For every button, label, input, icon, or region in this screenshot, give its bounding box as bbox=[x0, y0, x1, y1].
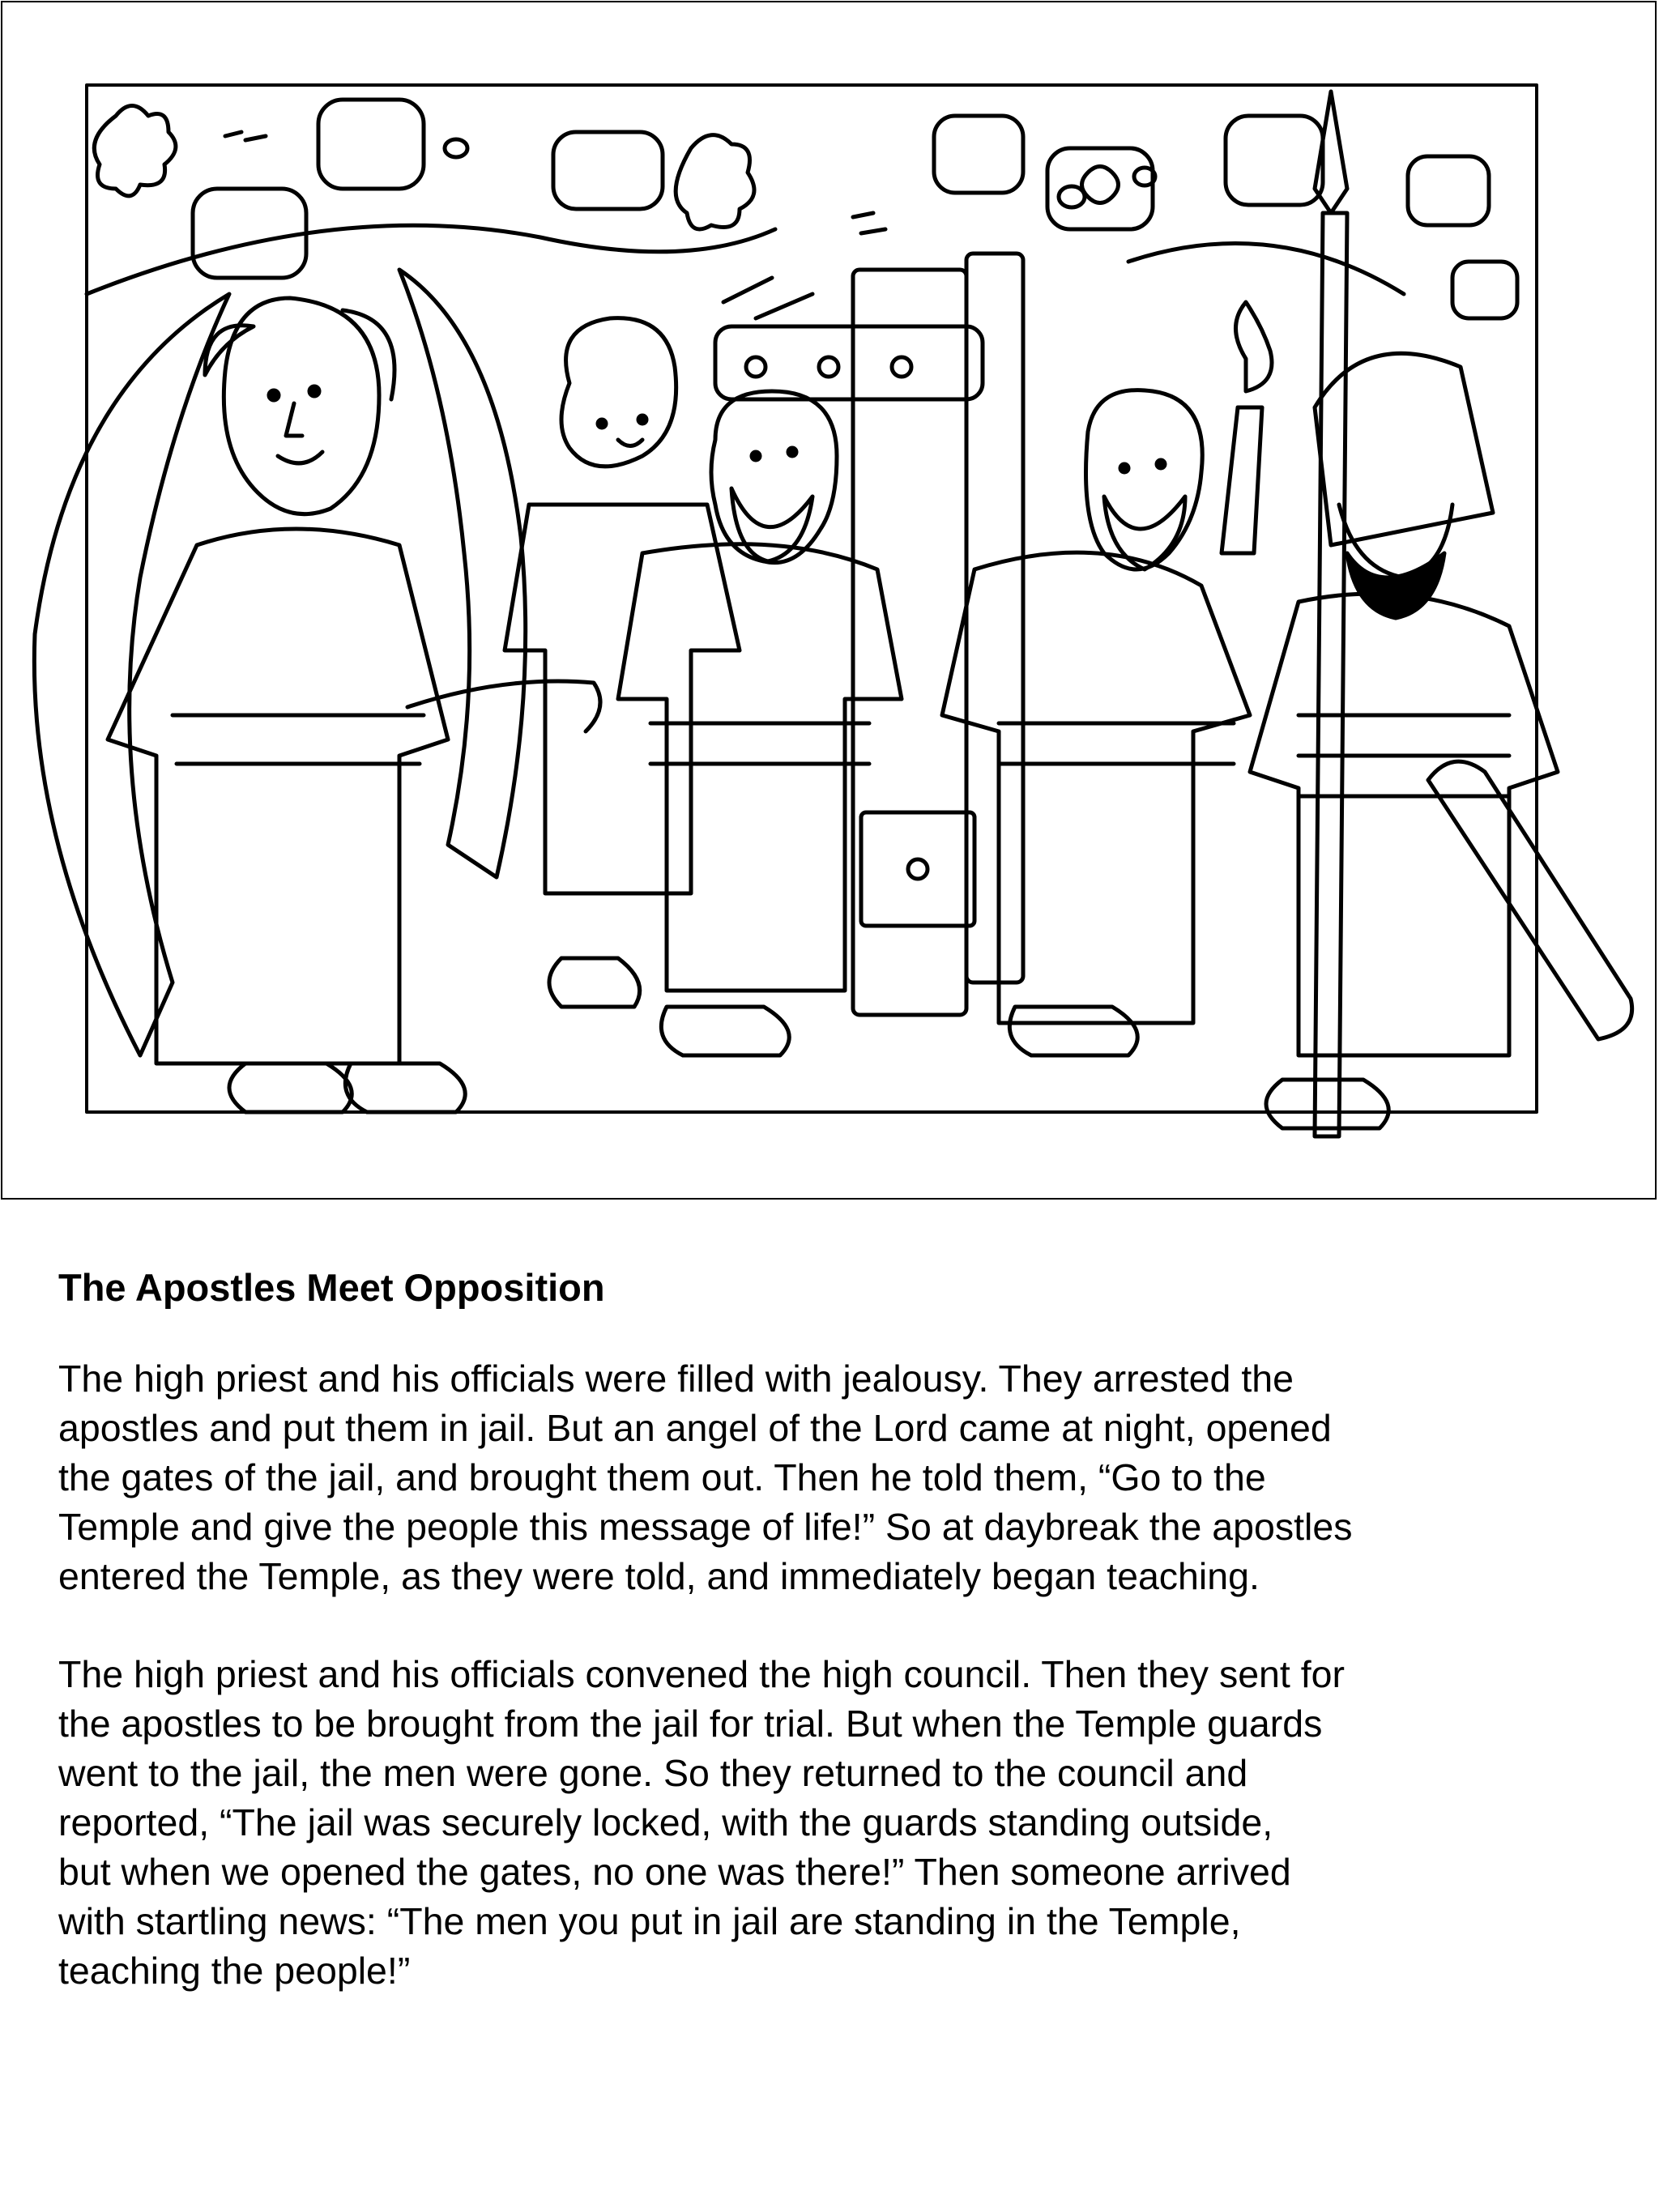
paragraph-line: The high priest and his officials were filled with jealousy. They arrested the bbox=[58, 1357, 1294, 1400]
spear bbox=[1315, 92, 1347, 1136]
jail-gate bbox=[715, 254, 1023, 1015]
paragraph-line: with startling news: “The men you put in jail are standing in the Temple, bbox=[58, 1900, 1241, 1942]
coloring-illustration bbox=[2, 2, 1658, 1201]
apostle-bearded-figure bbox=[618, 391, 902, 1055]
paragraph-line: teaching the people!” bbox=[58, 1950, 411, 1992]
paragraph-2 bbox=[58, 1650, 1614, 1996]
angel-figure bbox=[34, 270, 600, 1112]
stone-wall bbox=[87, 100, 1517, 318]
document-title: The Apostles Meet Opposition bbox=[58, 1266, 605, 1309]
paragraph-line: the apostles to be brought from the jail for trial. But when the Temple guards bbox=[58, 1703, 1323, 1745]
paragraph-line: but when we opened the gates, no one was there!” Then someone arrived bbox=[58, 1851, 1291, 1893]
paragraph-line: Temple and give the people this message of life!” So at daybreak the apostles bbox=[58, 1506, 1353, 1548]
paragraph-1 bbox=[58, 1354, 1614, 1601]
paragraph-line: The high priest and his officials convened the high council. Then they sent for bbox=[58, 1653, 1346, 1695]
story-text bbox=[58, 1264, 1614, 2044]
paragraph-line: the gates of the jail, and brought them out. Then he told them, “Go to the bbox=[58, 1456, 1266, 1498]
torch bbox=[1222, 302, 1272, 553]
paragraph-line: went to the jail, the men were gone. So they returned to the council and bbox=[58, 1752, 1248, 1794]
paragraph-line: entered the Temple, as they were told, and immediately began teaching. bbox=[58, 1555, 1260, 1597]
paragraph-line: apostles and put them in jail. But an angel of the Lord came at night, opened bbox=[58, 1407, 1332, 1449]
apostle-elder-figure bbox=[942, 390, 1250, 1055]
temple-guard-figure bbox=[1250, 353, 1632, 1128]
paragraph-line: reported, “The jail was securely locked, with the guards standing outside, bbox=[58, 1801, 1273, 1843]
illustration-frame bbox=[1, 1, 1657, 1200]
